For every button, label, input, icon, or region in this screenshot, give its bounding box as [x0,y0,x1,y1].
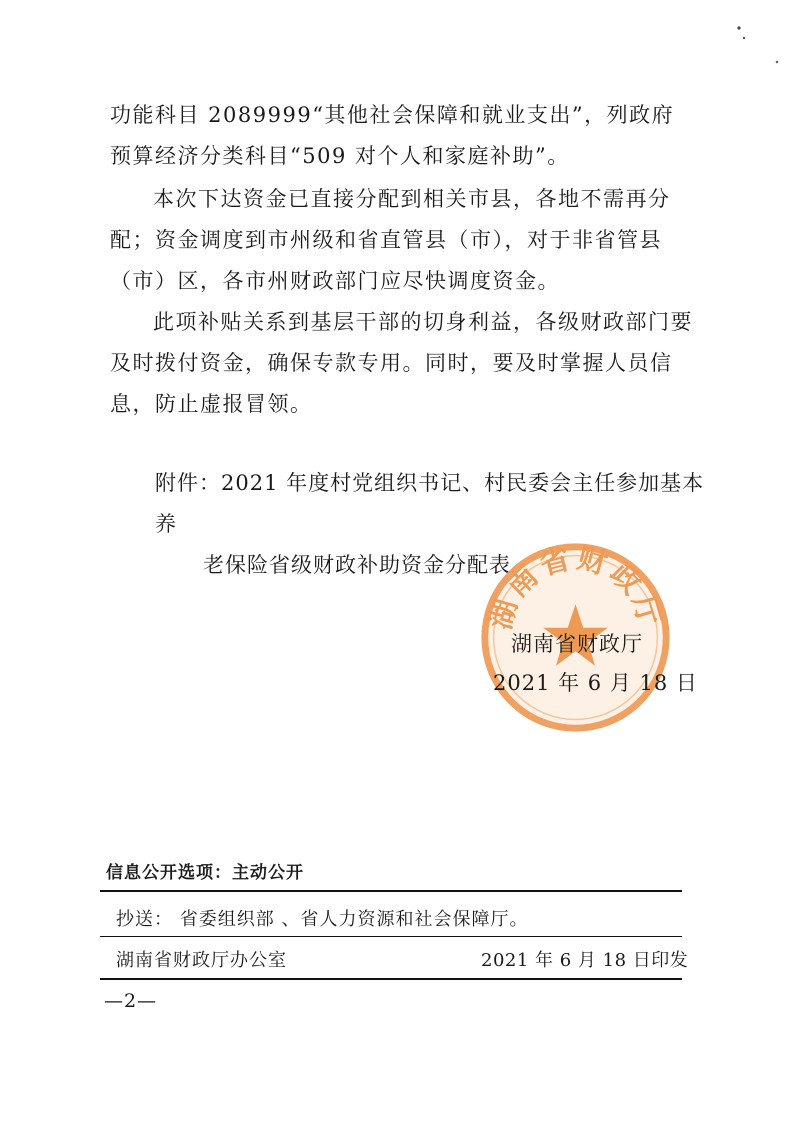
footer-rule-middle [100,936,682,937]
attachment-line-1: 2021 年度村党组织书记、村民委会主任参加基本养 [155,471,705,536]
disclosure-option: 信息公开选项：主动公开 [106,863,304,883]
attachment-line-2: 老保险省级财政补助资金分配表 [203,553,511,577]
footer-rule-bottom [100,978,682,980]
signature-date: 2021 年 6 月 18 日 [493,671,698,695]
body-paragraph-3: 此项补贴关系到基层干部的切身利益，各级财政部门要及时拨付资金，确保专款专用。同时，要及时掌握人员信息，防止虚报冒领。 [110,310,693,416]
scan-speck-marks [725,18,795,78]
footer-rule-top [100,890,682,892]
signature-organization: 湖南省财政厅 [511,632,643,656]
attachment-label: 附件： [155,471,221,495]
page-number: —2— [104,990,158,1012]
seal-text: 湖南省财政厅 [483,540,668,634]
body-paragraph-2: 本次下达资金已直接分配到相关市县，各地不需再分配；资金调度到市州级和省直管县（市），对于非省管县（市）区，各市州财政部门应尽快调度资金。 [110,187,671,293]
body-paragraph-1: 功能科目 2089999“其他社会保障和就业支出”，列政府预算经济分类科目“509 对个人和家庭补助”。 [110,103,675,168]
issue-date: 2021 年 6 月 18 日印发 [481,950,689,971]
cc-recipients: 抄送： 省委组织部 、省人力资源和社会保障厅。 [116,909,529,930]
issuing-office: 湖南省财政厅办公室 [116,950,287,971]
